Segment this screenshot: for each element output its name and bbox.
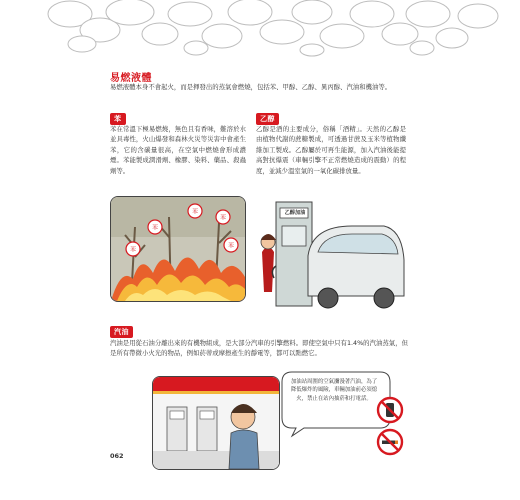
forest-fire-illustration: [110, 196, 246, 302]
no-phone-icon: [376, 396, 404, 424]
ethanol-paragraph: 乙醇是酒的主要成分，俗稱「酒精」。天然的乙醇是由植物代謝的蔗糖製成，可透過甘蔗及玉米等植物纖維加工製成。乙醇屬於可再生能源，加入汽油後能提高對抗爆震（車輛引擎不正常燃燒造成的震動）的程度，並減少溫室氣的一氧化碳排放量。: [256, 125, 406, 175]
benzene-label: 苯: [110, 113, 126, 125]
svg-text:苯: 苯: [219, 214, 227, 222]
gasoline-label: 汽油: [110, 326, 133, 338]
svg-text:苯: 苯: [227, 242, 235, 250]
ethanol-label: 乙醇: [256, 113, 279, 125]
speech-bubble-text: 加油站周圍的空氣瀰漫著汽油，為了降低爆炸的風險，車輛加油前必須熄火，禁止在站內抽菸和打電話。: [290, 379, 378, 402]
section-title: 易燃液體: [110, 73, 152, 84]
svg-text:苯: 苯: [191, 208, 199, 216]
ethanol-station-sign: 乙醇加油: [284, 210, 306, 216]
svg-text:苯: 苯: [151, 224, 159, 232]
ethanol-refuel-illustration: [256, 196, 406, 314]
intro-paragraph: 易燃液體本身不會起火，而是揮發出的蒸氣會燃燒，包括苯、甲醇、乙醇、異丙醇、汽油和機油等。: [110, 83, 392, 91]
svg-text:苯: 苯: [129, 246, 137, 254]
no-smoking-icon: [376, 428, 404, 456]
page-number: 062: [110, 452, 124, 460]
benzene-paragraph: 苯在常溫下極易燃燒，無色且有香味，難溶於水並具毒性，火山爆發和森林火災等災害中會產生苯，它的含碳量很高，在空氣中燃燒會形成濃煙。苯能製成潤滑劑、橡膠、染料、藥品、殺蟲劑等。: [110, 125, 246, 175]
gasoline-paragraph: 汽油是用從石油分離出來的有機物組成，是大部分汽車的引擎燃料。即使空氣中只有1.4%的汽油蒸氣，但是所有帶微小火光的物品，例如菸蒂或摩擦產生的靜電等，都可以點燃它。: [110, 339, 408, 358]
gas-station-illustration: [152, 376, 280, 470]
cloud-header-decoration: [0, 0, 520, 58]
